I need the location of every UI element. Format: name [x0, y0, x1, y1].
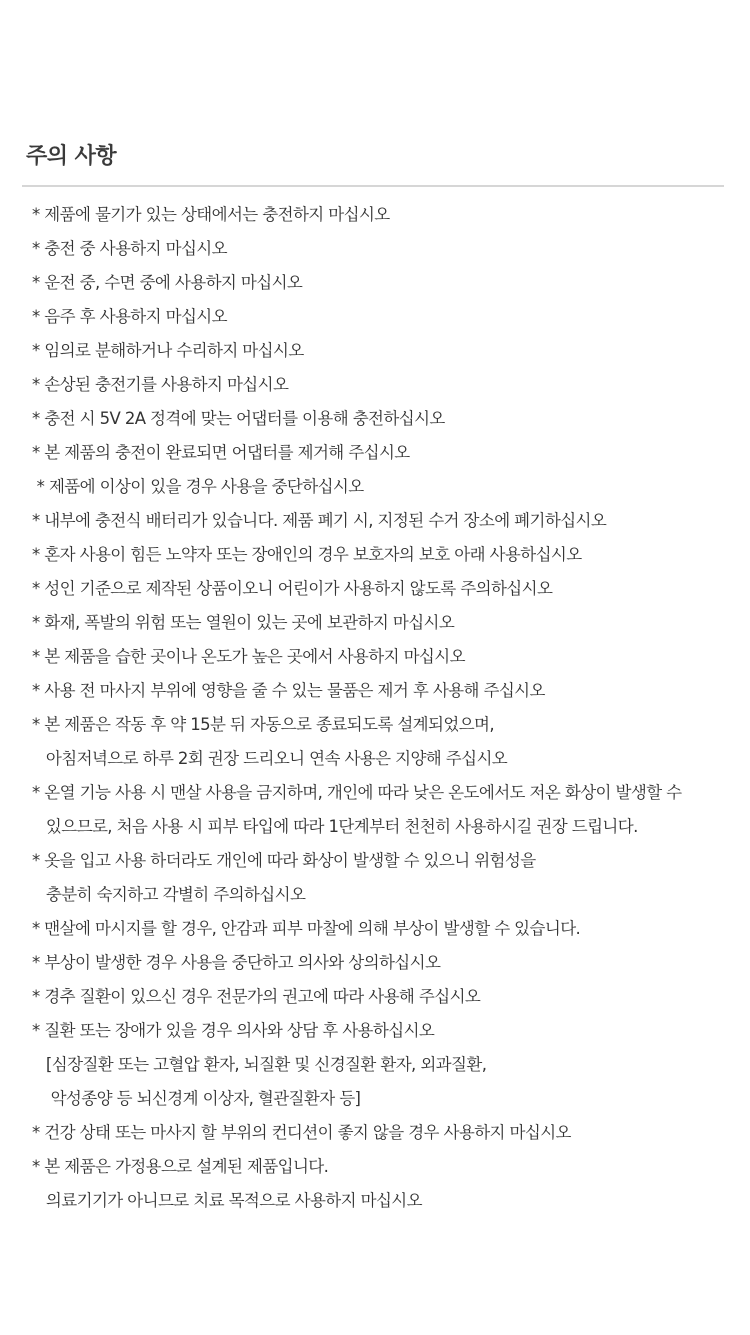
caution-item: * 충전 중 사용하지 마십시오	[32, 239, 227, 258]
caution-item: * 음주 후 사용하지 마십시오	[32, 307, 227, 326]
caution-item: * 경추 질환이 있으신 경우 전문가의 권고에 따라 사용해 주십시오	[32, 987, 481, 1006]
caution-item: * 질환 또는 장애가 있을 경우 의사와 상담 후 사용하십시오	[32, 1021, 435, 1040]
caution-item: * 본 제품을 습한 곳이나 온도가 높은 곳에서 사용하지 마십시오	[32, 647, 465, 666]
title-divider	[22, 185, 724, 187]
caution-item: * 본 제품은 가정용으로 설계된 제품입니다.	[32, 1157, 329, 1176]
caution-item: * 옷을 입고 사용 하더라도 개인에 따라 화상이 발생할 수 있으니 위험성을	[32, 851, 536, 870]
caution-item: * 혼자 사용이 힘든 노약자 또는 장애인의 경우 보호자의 보호 아래 사용하십시오	[32, 545, 582, 564]
caution-title: 주의 사항	[26, 144, 117, 169]
caution-item-continuation: [심장질환 또는 고혈압 환자, 뇌질환 및 신경질환 환자, 외과질환,	[32, 1055, 487, 1074]
caution-item: * 운전 중, 수면 중에 사용하지 마십시오	[32, 273, 303, 292]
caution-item: * 맨살에 마시지를 할 경우, 안감과 피부 마찰에 의해 부상이 발생할 수 있습니다.	[32, 919, 581, 938]
caution-item: * 손상된 충전기를 사용하지 마십시오	[32, 375, 289, 394]
caution-item-continuation: 충분히 숙지하고 각별히 주의하십시오	[32, 885, 306, 904]
caution-item: * 내부에 충전식 배터리가 있습니다. 제품 폐기 시, 지정된 수거 장소에 폐기하십시오	[32, 511, 607, 530]
caution-item: * 성인 기준으로 제작된 상품이오니 어린이가 사용하지 않도록 주의하십시오	[32, 579, 553, 598]
caution-item-continuation: 아침저녁으로 하루 2회 권장 드리오니 연속 사용은 지양해 주십시오	[32, 749, 508, 768]
caution-item: * 온열 기능 사용 시 맨살 사용을 금지하며, 개인에 따라 낮은 온도에서도 저온 화상이 발생할 수	[32, 783, 682, 802]
caution-item: * 부상이 발생한 경우 사용을 중단하고 의사와 상의하십시오	[32, 953, 441, 972]
caution-item: * 사용 전 마사지 부위에 영향을 줄 수 있는 물품은 제거 후 사용해 주십시오	[32, 681, 545, 700]
caution-item: * 충전 시 5V 2A 정격에 맞는 어댑터를 이용해 충전하십시오	[32, 409, 445, 428]
caution-item-continuation: 있으므로, 처음 사용 시 피부 타입에 따라 1단계부터 천천히 사용하시길 권장 드립니다.	[32, 817, 638, 836]
caution-item: * 제품에 물기가 있는 상태에서는 충전하지 마십시오	[32, 205, 390, 224]
caution-item: * 제품에 이상이 있을 경우 사용을 중단하십시오	[32, 477, 364, 496]
caution-item: * 본 제품의 충전이 완료되면 어댑터를 제거해 주십시오	[32, 443, 410, 462]
caution-item: * 임의로 분해하거나 수리하지 마십시오	[32, 341, 304, 360]
caution-item: * 화재, 폭발의 위험 또는 열원이 있는 곳에 보관하지 마십시오	[32, 613, 455, 632]
caution-item: * 건강 상태 또는 마사지 할 부위의 컨디션이 좋지 않을 경우 사용하지 마십시오	[32, 1123, 571, 1142]
caution-item-continuation: 의료기기가 아니므로 치료 목적으로 사용하지 마십시오	[32, 1191, 422, 1210]
caution-item: * 본 제품은 작동 후 약 15분 뒤 자동으로 종료되도록 설계되었으며,	[32, 715, 495, 734]
caution-list	[32, 198, 682, 1218]
caution-item-continuation: 악성종양 등 뇌신경계 이상자, 혈관질환자 등]	[32, 1089, 361, 1108]
